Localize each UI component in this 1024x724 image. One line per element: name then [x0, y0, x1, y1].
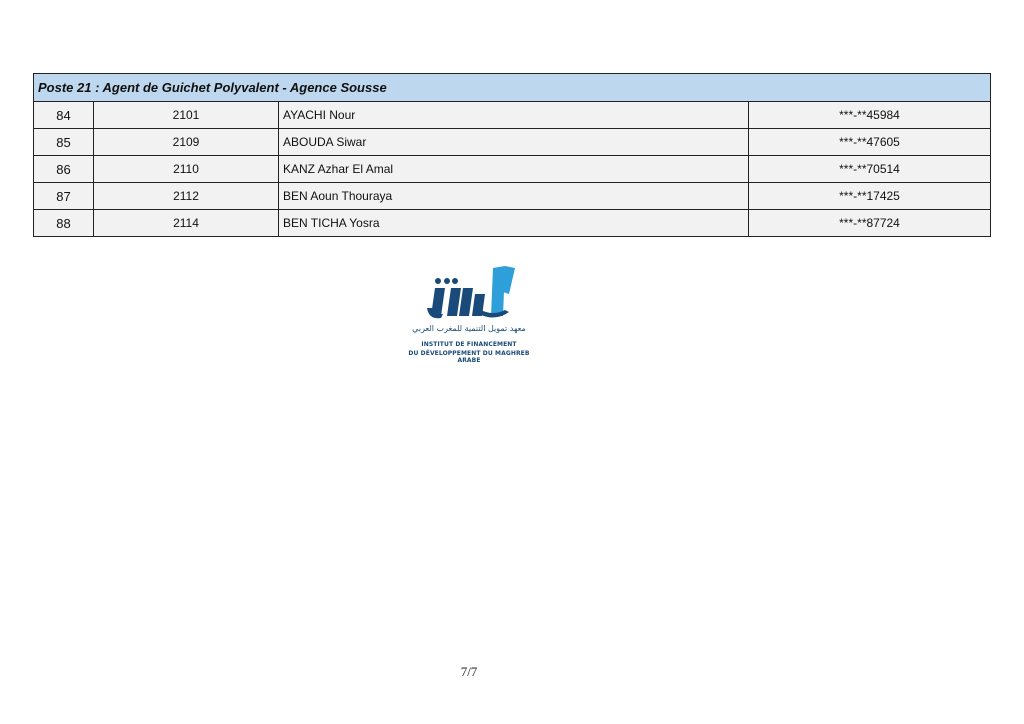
id-cell: ***-**47605 — [749, 129, 991, 156]
rank-cell: 87 — [34, 183, 94, 210]
institute-logo — [405, 264, 533, 364]
rank-cell: 86 — [34, 156, 94, 183]
logo-text-line2: DU DÉVELOPPEMENT DU MAGHREB ARABE — [408, 350, 530, 364]
candidates-table — [33, 73, 991, 237]
id-cell: ***-**45984 — [749, 102, 991, 129]
table-row — [34, 129, 991, 156]
id-cell: ***-**87724 — [749, 210, 991, 237]
name-cell: AYACHI Nour — [279, 102, 749, 129]
table-row — [34, 156, 991, 183]
logo-mark-icon — [405, 264, 533, 324]
table-row — [34, 210, 991, 237]
page-number: 7/7 — [460, 664, 478, 679]
rank-cell: 88 — [34, 210, 94, 237]
id-cell: ***-**17425 — [749, 183, 991, 210]
code-cell: 2114 — [94, 210, 279, 237]
name-cell: BEN Aoun Thouraya — [279, 183, 749, 210]
table-row — [34, 102, 991, 129]
rank-cell: 85 — [34, 129, 94, 156]
code-cell: 2110 — [94, 156, 279, 183]
logo-text-line1: INSTITUT DE FINANCEMENT — [421, 341, 517, 348]
table-title: Poste 21 : Agent de Guichet Polyvalent - Agence Sousse — [34, 74, 991, 102]
code-cell: 2112 — [94, 183, 279, 210]
table-title-row — [34, 74, 991, 102]
name-cell: BEN TICHA Yosra — [279, 210, 749, 237]
code-cell: 2109 — [94, 129, 279, 156]
id-cell: ***-**70514 — [749, 156, 991, 183]
name-cell: KANZ Azhar El Amal — [279, 156, 749, 183]
code-cell: 2101 — [94, 102, 279, 129]
name-cell: ABOUDA Siwar — [279, 129, 749, 156]
rank-cell: 84 — [34, 102, 94, 129]
table-row — [34, 183, 991, 210]
logo-arabic-text: معهد تمويل التنمية للمغرب العربي — [412, 324, 526, 333]
